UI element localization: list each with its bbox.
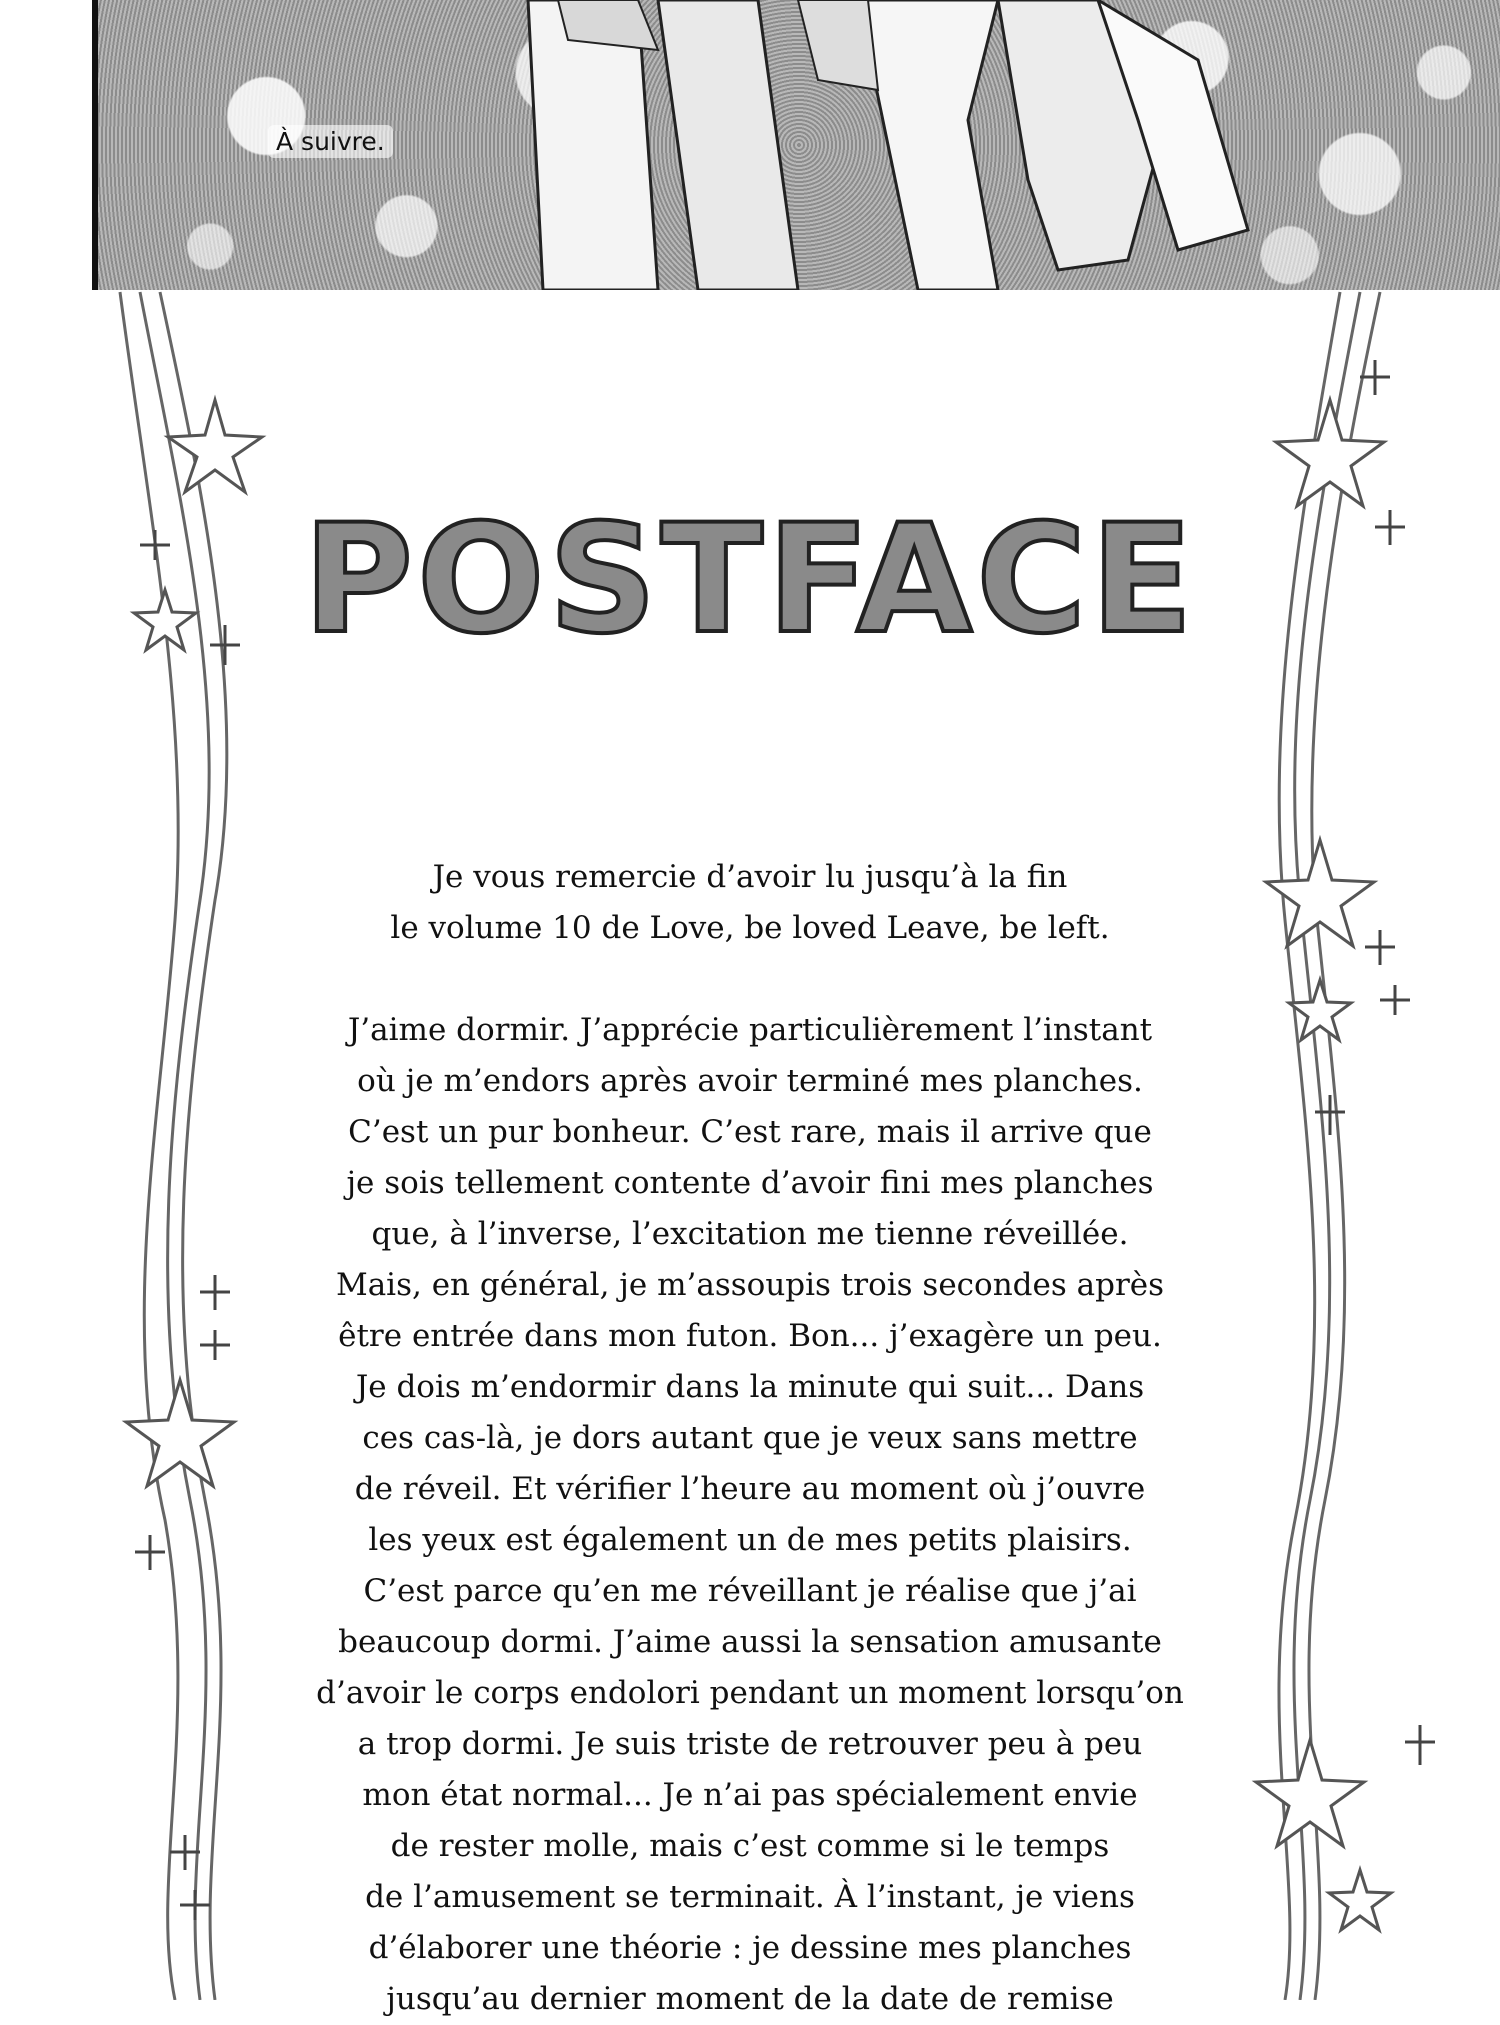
body-line: d’élaborer une théorie : je dessine mes planches <box>368 1930 1132 1966</box>
star-icon <box>1329 1870 1391 1930</box>
body-line: où je m’endors après avoir terminé mes planches. <box>357 1063 1143 1099</box>
body-line: beaucoup dormi. J’aime aussi la sensation amusante <box>338 1624 1162 1660</box>
sparkle-icon <box>200 1275 230 1310</box>
body-line: C’est parce qu’en me réveillant je réalise que j’ai <box>363 1573 1137 1609</box>
star-icon <box>126 1380 234 1486</box>
star-icon <box>1276 400 1384 506</box>
body-line: Je dois m’endormir dans la minute qui suit... Dans <box>355 1369 1145 1405</box>
body-line: être entrée dans mon futon. Bon... j’exagère un peu. <box>338 1318 1162 1354</box>
panel-caption: À suivre. <box>268 125 393 158</box>
body-line: a trop dormi. Je suis triste de retrouver peu à peu <box>357 1726 1143 1762</box>
postface-title: POSTFACE <box>303 493 1197 667</box>
postface-paragraph <box>260 1005 1240 2025</box>
postface-text <box>260 852 1240 2025</box>
postface-intro <box>260 852 1240 954</box>
body-line: de l’amusement se terminait. À l’instant, je viens <box>365 1879 1135 1915</box>
body-line: que, à l’inverse, l’excitation me tienne réveillée. <box>371 1216 1129 1252</box>
intro-line: le volume 10 de Love, be loved Leave, be left. <box>390 910 1110 946</box>
body-line: d’avoir le corps endolori pendant un moment lorsqu’on <box>316 1675 1184 1711</box>
star-icon <box>1289 980 1351 1040</box>
sparkle-icon <box>1405 1725 1435 1765</box>
sparkle-icon <box>135 1535 165 1570</box>
body-line: de rester molle, mais c’est comme si le temps <box>390 1828 1110 1864</box>
body-line: ces cas-là, je dors autant que je veux sans mettre <box>362 1420 1138 1456</box>
sparkle-icon <box>1380 985 1410 1015</box>
body-line: J’aime dormir. J’apprécie particulièrement l’instant <box>347 1012 1153 1048</box>
star-icon <box>168 400 262 492</box>
intro-line: Je vous remercie d’avoir lu jusqu’à la fin <box>432 859 1068 895</box>
body-line: Mais, en général, je m’assoupis trois secondes après <box>335 1267 1165 1303</box>
sparkle-icon <box>200 1330 230 1360</box>
star-icon <box>1266 840 1374 946</box>
body-line: de réveil. Et vérifier l’heure au moment où j’ouvre <box>354 1471 1146 1507</box>
sparkle-icon <box>1365 930 1395 965</box>
star-icon <box>1256 1740 1364 1846</box>
body-line: les yeux est également un de mes petits plaisirs. <box>368 1522 1132 1558</box>
body-line: jusqu’au dernier moment de la date de remise <box>386 1981 1114 2017</box>
body-line: je sois tellement contente d’avoir fini mes planches <box>346 1165 1154 1201</box>
body-line: C’est un pur bonheur. C’est rare, mais il arrive que <box>348 1114 1152 1150</box>
body-line: mon état normal... Je n’ai pas spécialement envie <box>362 1777 1138 1813</box>
sparkle-icon <box>180 1890 210 1920</box>
